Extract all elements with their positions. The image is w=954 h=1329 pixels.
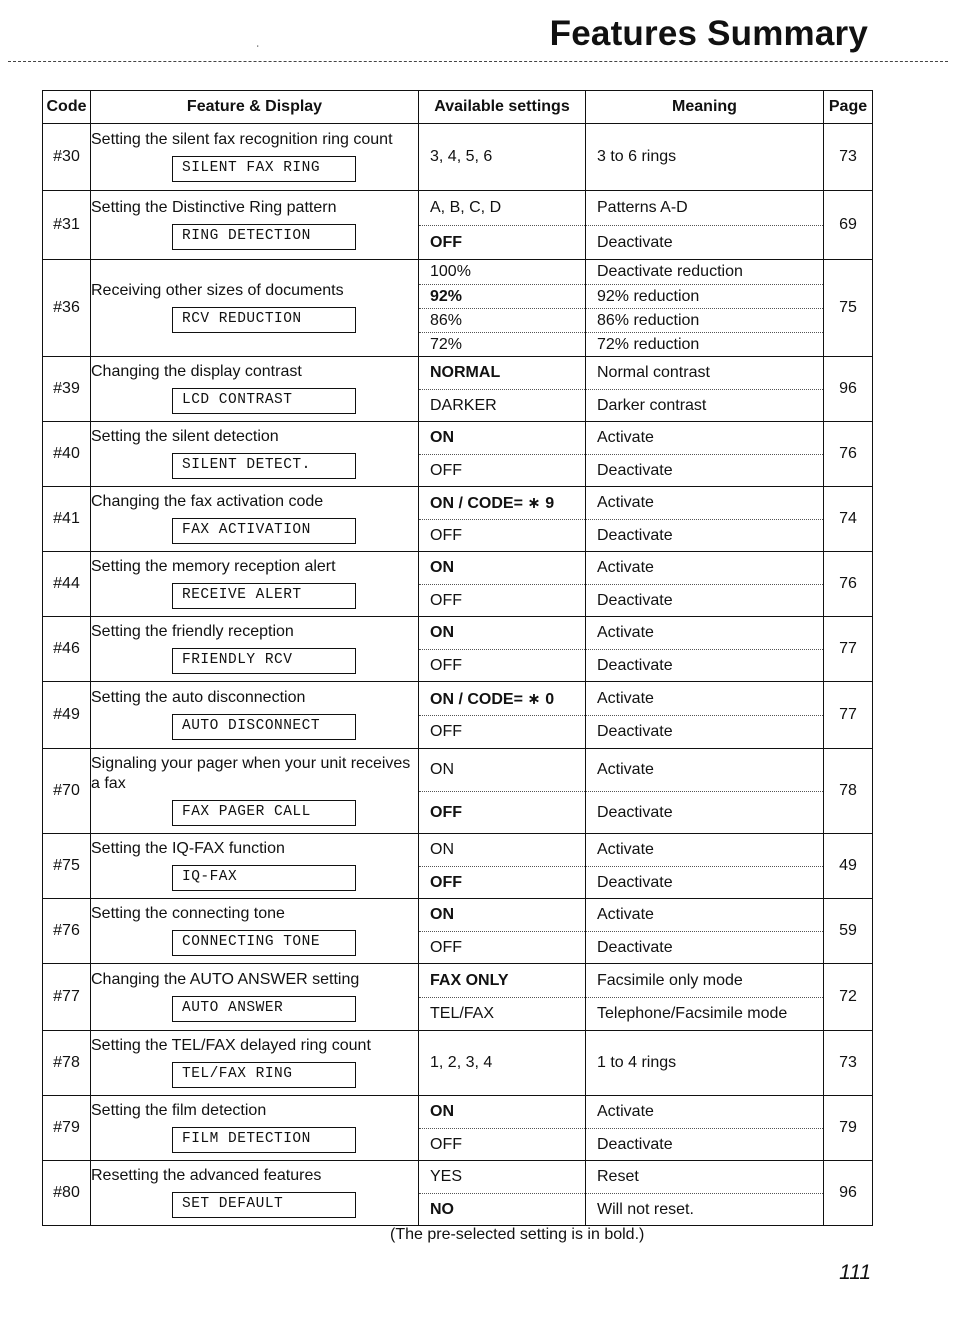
header-code: Code (43, 91, 91, 124)
setting-option: ON (430, 429, 454, 446)
meaning-option: Deactivate (586, 1128, 823, 1160)
settings-cell (419, 899, 586, 964)
setting-option: 72% (419, 332, 585, 356)
meaning-option: Patterns A-D (597, 199, 688, 216)
settings-cell (419, 260, 586, 357)
meaning-option: Activate (597, 841, 654, 858)
lcd-display: RING DETECTION (172, 224, 356, 250)
settings-cell (419, 1161, 586, 1226)
feature-cell (91, 552, 419, 617)
setting-option: ON (430, 559, 454, 576)
page-ref: 76 (824, 422, 873, 487)
table-row (43, 964, 873, 1031)
feature-description: Setting the silent fax recognition ring count (91, 131, 393, 148)
setting-option: ON / CODE= ∗ 0 (430, 690, 555, 708)
setting-option: ON / CODE= ∗ 9 (430, 495, 555, 512)
feature-cell (91, 964, 419, 1031)
settings-cell (419, 834, 586, 899)
meaning-option: 86% reduction (586, 308, 823, 332)
feature-description: Changing the AUTO ANSWER setting (91, 971, 360, 988)
lcd-display: IQ-FAX (172, 865, 356, 891)
setting-option: OFF (419, 225, 585, 259)
meaning-option: Telephone/Facsimile mode (586, 997, 823, 1030)
meaning-option: Darker contrast (586, 389, 823, 421)
page-ref: 76 (824, 552, 873, 617)
settings-cell (419, 422, 586, 487)
meaning-cell (586, 1096, 824, 1161)
meaning-option: Deactivate (586, 931, 823, 963)
feature-description: Setting the friendly reception (91, 623, 294, 640)
meaning-option: Activate (597, 429, 654, 446)
meaning-cell (586, 422, 824, 487)
table-row (43, 682, 873, 749)
page-title: Features Summary (549, 14, 868, 53)
settings-cell (419, 964, 586, 1031)
feature-description: Resetting the advanced features (91, 1167, 322, 1184)
feature-code: #80 (43, 1161, 91, 1226)
feature-code: #40 (43, 422, 91, 487)
feature-cell (91, 834, 419, 899)
table-row (43, 487, 873, 552)
lcd-display: FAX PAGER CALL (172, 800, 356, 826)
feature-description: Setting the memory reception alert (91, 558, 336, 575)
setting-option: OFF (419, 649, 585, 681)
table-row (43, 260, 873, 357)
setting-option: OFF (419, 791, 585, 833)
feature-cell (91, 260, 419, 357)
meaning-option: Deactivate (586, 866, 823, 898)
feature-description: Changing the display contrast (91, 363, 302, 380)
feature-code: #75 (43, 834, 91, 899)
lcd-display: TEL/FAX RING (172, 1062, 356, 1088)
feature-code: #46 (43, 617, 91, 682)
table-row (43, 749, 873, 834)
meaning-cell (586, 357, 824, 422)
meaning-cell (586, 487, 824, 552)
settings-cell (419, 617, 586, 682)
setting-option: NORMAL (430, 364, 501, 381)
feature-cell (91, 1031, 419, 1096)
feature-description: Setting the TEL/FAX delayed ring count (91, 1037, 371, 1054)
meaning-option: Activate (597, 761, 654, 778)
page-ref: 69 (824, 191, 873, 260)
feature-cell (91, 749, 419, 834)
feature-code: #78 (43, 1031, 91, 1096)
lcd-display: CONNECTING TONE (172, 930, 356, 956)
meaning-option: Deactivate (586, 225, 823, 259)
setting-option: OFF (419, 866, 585, 898)
meaning-cell (586, 552, 824, 617)
lcd-display: SILENT DETECT. (172, 453, 356, 479)
meaning-option: Deactivate (586, 715, 823, 748)
table-row (43, 191, 873, 260)
feature-code: #36 (43, 260, 91, 357)
feature-cell (91, 1161, 419, 1226)
meaning-option: Activate (597, 624, 654, 641)
feature-cell (91, 124, 419, 191)
feature-description: Setting the auto disconnection (91, 689, 306, 706)
meaning-option: Reset (597, 1168, 639, 1185)
feature-code: #41 (43, 487, 91, 552)
header-rule (8, 61, 948, 62)
page-ref: 79 (824, 1096, 873, 1161)
setting-option: 1, 2, 3, 4 (430, 1054, 493, 1071)
feature-cell (91, 487, 419, 552)
table-row (43, 124, 873, 191)
setting-option: DARKER (419, 389, 585, 421)
lcd-display: RECEIVE ALERT (172, 583, 356, 609)
meaning-option: Activate (597, 494, 654, 511)
settings-cell (419, 357, 586, 422)
table-row (43, 1031, 873, 1096)
page-ref: 78 (824, 749, 873, 834)
meaning-option: Will not reset. (586, 1193, 823, 1225)
feature-cell (91, 899, 419, 964)
meaning-cell (586, 1161, 824, 1226)
features-table (42, 90, 873, 1226)
setting-option: 86% (419, 308, 585, 332)
meaning-option: 72% reduction (586, 332, 823, 356)
table-row (43, 617, 873, 682)
lcd-display: FILM DETECTION (172, 1127, 356, 1153)
feature-description: Signaling your pager when your unit receives a fax (91, 755, 411, 792)
lcd-display: SILENT FAX RING (172, 156, 356, 182)
meaning-cell (586, 834, 824, 899)
meaning-option: Deactivate (586, 519, 823, 551)
meaning-option: Normal contrast (597, 364, 710, 381)
setting-option: ON (430, 1103, 454, 1120)
feature-description: Setting the connecting tone (91, 905, 285, 922)
feature-cell (91, 191, 419, 260)
meaning-option: Activate (597, 906, 654, 923)
meaning-cell (586, 682, 824, 749)
setting-option: NO (419, 1193, 585, 1225)
feature-code: #77 (43, 964, 91, 1031)
feature-description: Receiving other sizes of documents (91, 282, 344, 299)
meaning-cell (586, 749, 824, 834)
lcd-display: FAX ACTIVATION (172, 518, 356, 544)
table-row (43, 1096, 873, 1161)
page-ref: 96 (824, 1161, 873, 1226)
table-row (43, 899, 873, 964)
setting-option: A, B, C, D (430, 199, 502, 216)
setting-option: ON (430, 841, 454, 858)
setting-option: OFF (419, 584, 585, 616)
settings-cell (419, 749, 586, 834)
lcd-display: RCV REDUCTION (172, 307, 356, 333)
page-ref: 75 (824, 260, 873, 357)
meaning-option: Deactivate (586, 454, 823, 486)
setting-option: TEL/FAX (419, 997, 585, 1030)
feature-cell (91, 682, 419, 749)
meaning-cell (586, 1031, 824, 1096)
setting-option: OFF (419, 454, 585, 486)
feature-code: #31 (43, 191, 91, 260)
meaning-option: Activate (597, 689, 654, 707)
lcd-display: SET DEFAULT (172, 1192, 356, 1218)
feature-description: Setting the film detection (91, 1102, 267, 1119)
header-feature: Feature & Display (91, 91, 419, 124)
table-row (43, 422, 873, 487)
table-row (43, 357, 873, 422)
setting-option: ON (430, 761, 454, 778)
meaning-option: Deactivate reduction (597, 263, 743, 280)
meaning-cell (586, 260, 824, 357)
page-ref: 74 (824, 487, 873, 552)
feature-cell (91, 357, 419, 422)
table-row (43, 552, 873, 617)
setting-option: OFF (419, 519, 585, 551)
feature-code: #79 (43, 1096, 91, 1161)
meaning-cell (586, 964, 824, 1031)
header-meaning: Meaning (586, 91, 824, 124)
settings-cell (419, 191, 586, 260)
feature-cell (91, 617, 419, 682)
meaning-cell (586, 899, 824, 964)
table-header-row (43, 91, 873, 124)
page-ref: 72 (824, 964, 873, 1031)
settings-cell (419, 1096, 586, 1161)
page-ref: 59 (824, 899, 873, 964)
feature-code: #39 (43, 357, 91, 422)
feature-description: Changing the fax activation code (91, 493, 324, 510)
feature-code: #44 (43, 552, 91, 617)
feature-code: #70 (43, 749, 91, 834)
meaning-option: Deactivate (586, 791, 823, 833)
setting-option: ON (430, 906, 454, 923)
meaning-cell (586, 617, 824, 682)
meaning-option: 92% reduction (586, 284, 823, 308)
lcd-display: AUTO DISCONNECT (172, 714, 356, 740)
meaning-cell (586, 191, 824, 260)
header-page: Page (824, 91, 873, 124)
feature-description: Setting the IQ-FAX function (91, 840, 285, 857)
feature-description: Setting the silent detection (91, 428, 279, 445)
feature-code: #30 (43, 124, 91, 191)
meaning-cell (586, 124, 824, 191)
meaning-option: 3 to 6 rings (597, 148, 677, 165)
page-number: 111 (839, 1261, 871, 1284)
lcd-display: FRIENDLY RCV (172, 648, 356, 674)
meaning-option: Facsimile only mode (597, 971, 743, 989)
page-ref: 73 (824, 1031, 873, 1096)
feature-description: Setting the Distinctive Ring pattern (91, 199, 337, 216)
table-body (43, 124, 873, 1226)
settings-cell (419, 124, 586, 191)
feature-code: #49 (43, 682, 91, 749)
meaning-option: Deactivate (586, 584, 823, 616)
settings-cell (419, 487, 586, 552)
page-ref: 73 (824, 124, 873, 191)
setting-option: OFF (419, 1128, 585, 1160)
footnote: (The pre-selected setting is in bold.) (390, 1226, 645, 1243)
page-ref: 77 (824, 682, 873, 749)
settings-cell (419, 1031, 586, 1096)
setting-option: OFF (419, 931, 585, 963)
feature-cell (91, 422, 419, 487)
table-row (43, 834, 873, 899)
table-row (43, 1161, 873, 1226)
page-ref: 49 (824, 834, 873, 899)
setting-option: 100% (430, 263, 471, 280)
meaning-option: Deactivate (586, 649, 823, 681)
lcd-display: AUTO ANSWER (172, 996, 356, 1022)
meaning-option: Activate (597, 559, 654, 576)
setting-option: 3, 4, 5, 6 (430, 148, 493, 165)
setting-option: OFF (419, 715, 585, 748)
feature-cell (91, 1096, 419, 1161)
meaning-option: Activate (597, 1103, 654, 1120)
page-ref: 96 (824, 357, 873, 422)
header-settings: Available settings (419, 91, 586, 124)
feature-code: #76 (43, 899, 91, 964)
settings-cell (419, 552, 586, 617)
settings-cell (419, 682, 586, 749)
setting-option: FAX ONLY (430, 971, 509, 989)
setting-option: ON (430, 624, 454, 641)
meaning-option: 1 to 4 rings (597, 1054, 677, 1071)
setting-option: YES (430, 1168, 463, 1185)
lcd-display: LCD CONTRAST (172, 388, 356, 414)
setting-option: 92% (419, 284, 585, 308)
header-mark: ˌ (256, 36, 260, 48)
page-ref: 77 (824, 617, 873, 682)
